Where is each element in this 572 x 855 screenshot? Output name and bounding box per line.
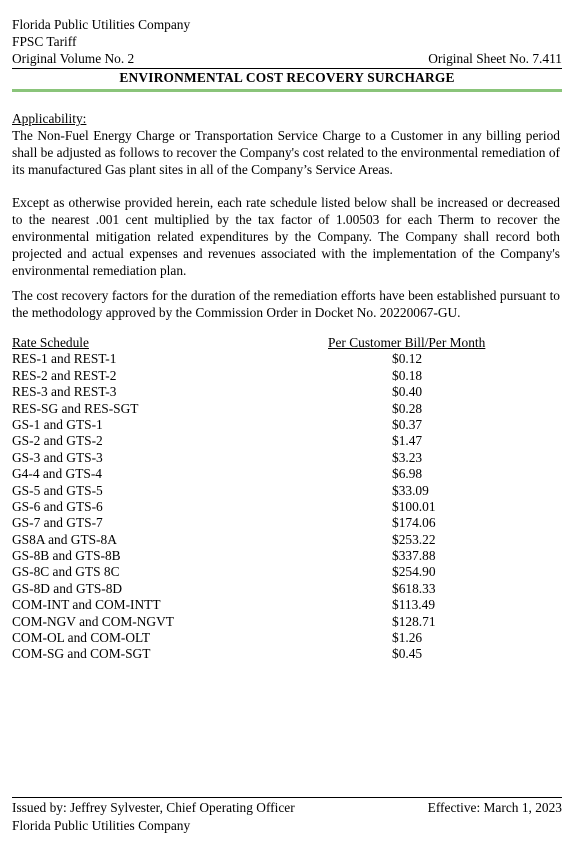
footer-row: [12, 799, 562, 817]
rate-schedule-name: GS-8B and GTS-8B: [12, 548, 121, 564]
applicability-section: [12, 110, 560, 178]
footer-divider: [12, 797, 562, 798]
column-header-charge: Per Customer Bill/Per Month: [328, 335, 486, 350]
rate-schedule-name: RES-SG and RES-SGT: [12, 400, 139, 416]
rate-row: [12, 417, 562, 433]
footer-company: Florida Public Utilities Company: [12, 818, 191, 833]
rate-schedule-name: GS-8C and GTS 8C: [12, 564, 120, 580]
rate-row: [12, 499, 562, 515]
rate-schedule-name: COM-SG and COM-SGT: [12, 646, 151, 662]
rate-charge-value: $0.37: [392, 416, 423, 432]
rate-schedule-name: GS-3 and GTS-3: [12, 449, 103, 465]
rate-schedule-name: GS-6 and GTS-6: [12, 498, 103, 514]
issued-by: Issued by: Jeffrey Sylvester, Chief Operating Officer: [12, 800, 295, 815]
rate-rows: [12, 351, 562, 662]
rate-row: [12, 368, 562, 384]
footer: [12, 799, 562, 835]
page-title: ENVIRONMENTAL COST RECOVERY SURCHARGE: [12, 68, 562, 87]
rate-row: [12, 581, 562, 597]
rate-row: [12, 401, 562, 417]
rate-charge-value: $0.12: [392, 351, 423, 367]
rate-charge-value: $1.26: [392, 630, 423, 646]
rate-schedule-name: GS-1 and GTS-1: [12, 416, 103, 432]
volume-label: Original Volume No. 2: [12, 51, 135, 66]
rate-schedule-name: GS-8D and GTS-8D: [12, 580, 123, 596]
sheet-number: Original Sheet No. 7.411: [428, 51, 562, 66]
header-divider: [12, 89, 562, 92]
applicability-heading: Applicability:: [12, 111, 87, 126]
rate-schedule-name: RES-1 and REST-1: [12, 351, 117, 367]
rate-charge-value: $254.90: [392, 564, 436, 580]
rate-row: [12, 433, 562, 449]
column-header-schedule: Rate Schedule: [12, 335, 89, 350]
rate-charge-value: $1.47: [392, 433, 423, 449]
rate-schedule-name: GS-2 and GTS-2: [12, 433, 103, 449]
rate-schedule-name: G4-4 and GTS-4: [12, 466, 103, 482]
rate-charge-value: $174.06: [392, 515, 436, 531]
rate-charge-value: $33.09: [392, 482, 429, 498]
rate-charge-value: $337.88: [392, 548, 436, 564]
rate-table-header: [12, 335, 562, 351]
rate-schedule-name: RES-3 and REST-3: [12, 384, 117, 400]
rate-row: [12, 646, 562, 662]
tariff-header: [12, 16, 562, 92]
rate-charge-value: $100.01: [392, 498, 436, 514]
rate-row: [12, 384, 562, 400]
rate-schedule-name: COM-OL and COM-OLT: [12, 630, 151, 646]
rate-schedule-name: GS8A and GTS-8A: [12, 531, 117, 547]
paragraph-3: The cost recovery factors for the duration of the remediation efforts have been established pursuant to the methodology approved by the Commission Order in Docket No. 20220067-GU.: [12, 288, 560, 320]
rate-table: [12, 335, 562, 663]
rate-row: [12, 548, 562, 564]
rate-row: [12, 614, 562, 630]
rate-charge-value: $253.22: [392, 531, 436, 547]
rate-row: [12, 532, 562, 548]
rate-row: [12, 351, 562, 367]
rate-row: [12, 597, 562, 613]
tariff-label: FPSC Tariff: [12, 34, 77, 49]
company-name: Florida Public Utilities Company: [12, 17, 191, 32]
effective-date: Effective: March 1, 2023: [427, 800, 562, 815]
rate-charge-value: $6.98: [392, 466, 423, 482]
rate-schedule-name: COM-INT and COM-INTT: [12, 597, 161, 613]
rate-schedule-name: GS-5 and GTS-5: [12, 482, 103, 498]
paragraph-2: Except as otherwise provided herein, each rate schedule listed below shall be increased or decreased to the nearest .001 cent multiplied by the tax factor of 1.00503 for each Therm to recover the environmental mitigation related expenditures by the Company. The Company shall record both projected and actual expenses and revenues associated with the implementation of the Company's environmental remediation plan.: [12, 195, 560, 278]
volume-sheet-row: [12, 50, 562, 67]
rate-charge-value: $0.28: [392, 400, 423, 416]
rate-charge-value: $113.49: [392, 597, 436, 613]
rate-row: [12, 564, 562, 580]
rate-charge-value: $128.71: [392, 613, 436, 629]
rate-schedule-name: GS-7 and GTS-7: [12, 515, 103, 531]
rate-row: [12, 515, 562, 531]
rate-charge-value: $618.33: [392, 580, 436, 596]
rate-row: [12, 483, 562, 499]
rate-row: [12, 630, 562, 646]
rate-schedule-name: COM-NGV and COM-NGVT: [12, 613, 174, 629]
rate-charge-value: $3.23: [392, 449, 423, 465]
rate-charge-value: $0.40: [392, 384, 423, 400]
rate-row: [12, 450, 562, 466]
rate-charge-value: $0.18: [392, 367, 423, 383]
paragraph-1: The Non-Fuel Energy Charge or Transportation Service Charge to a Customer in any billing period shall be adjusted as follows to recover the Company's cost related to the environmental remediation of its manufactured Gas plant sites in all of the Company’s Service Areas.: [12, 128, 560, 177]
rate-row: [12, 466, 562, 482]
rate-schedule-name: RES-2 and REST-2: [12, 367, 117, 383]
rate-charge-value: $0.45: [392, 646, 423, 662]
